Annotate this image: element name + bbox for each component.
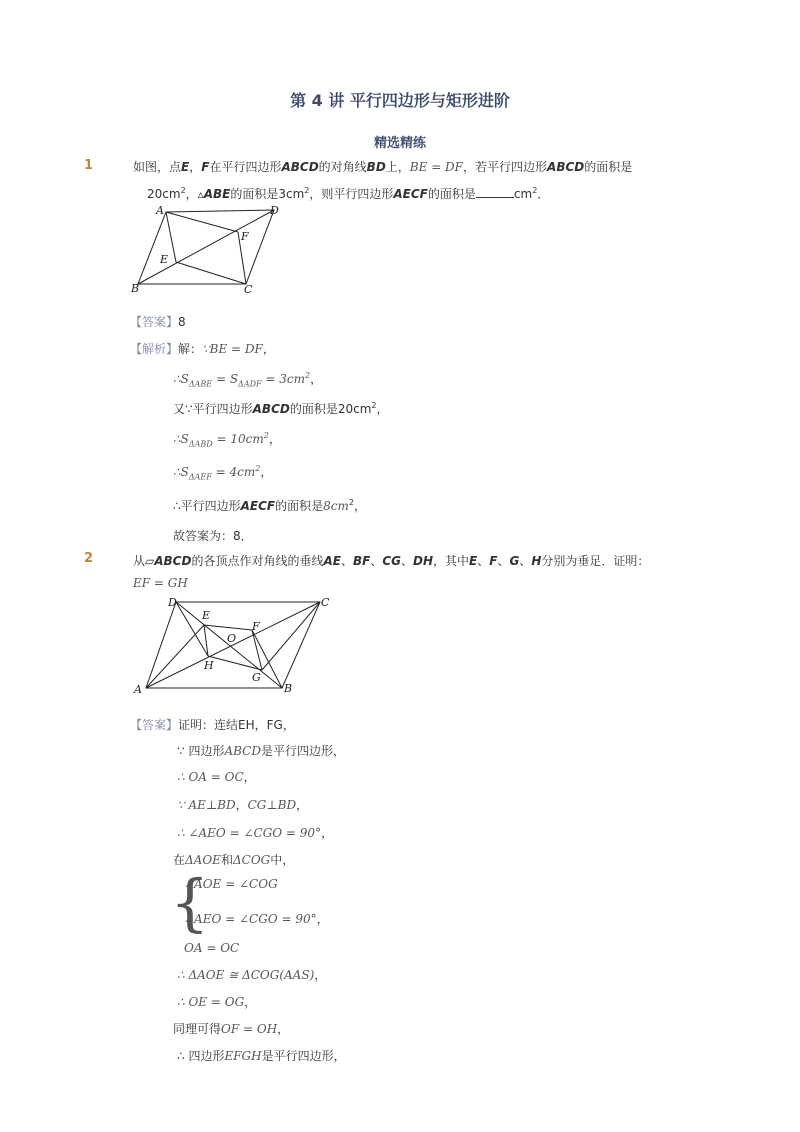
label-g: G xyxy=(252,671,261,684)
label-a: A xyxy=(156,204,164,217)
system-brace: { xyxy=(170,866,210,939)
q2-answer-10: 同理可得OF = OH， xyxy=(173,1022,290,1036)
diagonal-bd xyxy=(138,210,274,284)
label-b: B xyxy=(131,282,140,295)
diagonal-ac xyxy=(146,602,320,688)
segment-eh xyxy=(204,625,208,656)
q2-system-2: ∠AEO = ∠CGO = 90°， xyxy=(184,912,329,926)
q2-answer-9: ∴ OE = OG， xyxy=(177,995,257,1009)
label-f: F xyxy=(252,620,260,633)
label-a: A xyxy=(134,683,142,696)
q1-line-2: $20cm^2$，▵ABE的面积是$3cm^2$，则平行四边形AECF的面积是 $cm^2$． xyxy=(147,186,550,201)
perpendicular-cg xyxy=(262,602,320,670)
q1-analysis-2: $\therefore S_{\Delta ABE} = S_{\Delta ADF} = 3cm^2$， xyxy=(173,371,323,389)
label-b: B xyxy=(284,682,293,695)
label-c: C xyxy=(321,596,330,609)
q1-analysis-4: $\therefore S_{\Delta ABD} = 10cm^2$， xyxy=(173,431,281,449)
label-d: D xyxy=(270,204,279,217)
label-o: O xyxy=(227,632,237,645)
q2-answer-3: ∴ OA = OC， xyxy=(177,770,256,784)
page-title: 第 4 讲 平行四边形与矩形进阶 xyxy=(290,91,510,110)
q2-line-1: 从▱ABCD的各顶点作对角线的垂线AE、BF、CG、DH，其中E、F、G、H分别为垂足．证明： xyxy=(133,554,650,568)
q2-system-3: OA = OC xyxy=(184,941,240,955)
q1-line-1: 如图，点E，F在平行四边形ABCD的对角线BD上，BE = DF，若平行四边形ABCD的面积是 xyxy=(133,160,633,174)
q2-system-1: ∠AOE = ∠COG xyxy=(184,877,278,891)
section-title: 精选精练 xyxy=(373,136,426,151)
q2-figure xyxy=(128,592,338,696)
q2-answer-1: 【答案】证明：连结EH，FG， xyxy=(130,718,295,732)
label-e: E xyxy=(160,253,169,266)
label-e: E xyxy=(202,609,211,622)
q1-figure xyxy=(128,200,288,296)
q1-analysis-6: ∴平行四边形AECF的面积是$8cm^2$， xyxy=(173,498,366,513)
q2-answer-5: ∴ ∠AEO = ∠CGO = 90°， xyxy=(177,826,334,840)
segment-fg xyxy=(252,630,262,670)
label-c: C xyxy=(244,283,253,296)
q2-answer-4: ∵ AE⊥BD，CG⊥BD， xyxy=(177,798,309,812)
q2-answer-6: 在ΔAOE和ΔCOG中， xyxy=(173,853,295,867)
q1-analysis-3: 又∵平行四边形ABCD的面积是$20cm^2$， xyxy=(173,401,389,416)
q2-answer-2: ∵ 四边形ABCD是平行四边形， xyxy=(177,744,345,758)
question-number-1: 1 xyxy=(84,158,94,173)
segment-ec xyxy=(176,262,246,284)
q1-analysis-5: $\therefore S_{\Delta AEF} = 4cm^2$， xyxy=(173,464,273,482)
segment-af xyxy=(166,212,238,232)
q2-answer-8: ∴ ΔAOE ≅ ΔCOG(AAS)， xyxy=(177,968,327,982)
answer-blank xyxy=(476,186,514,198)
q1-analysis-1: 【解析】解：∵BE = DF， xyxy=(130,342,275,356)
q2-answer-11: ∴ 四边形EFGH是平行四边形， xyxy=(177,1049,346,1063)
question-number-2: 2 xyxy=(84,551,94,566)
segment-ef xyxy=(204,625,252,630)
label-d: D xyxy=(168,596,177,609)
label-h: H xyxy=(204,659,214,672)
q2-line-2: EF = GH xyxy=(133,576,188,590)
q1-answer: 【答案】8 xyxy=(130,315,186,329)
segment-hg xyxy=(208,656,262,670)
q1-analysis-7: 故答案为：8． xyxy=(173,529,253,543)
label-f: F xyxy=(241,230,249,243)
diagonal-bd xyxy=(176,602,282,688)
